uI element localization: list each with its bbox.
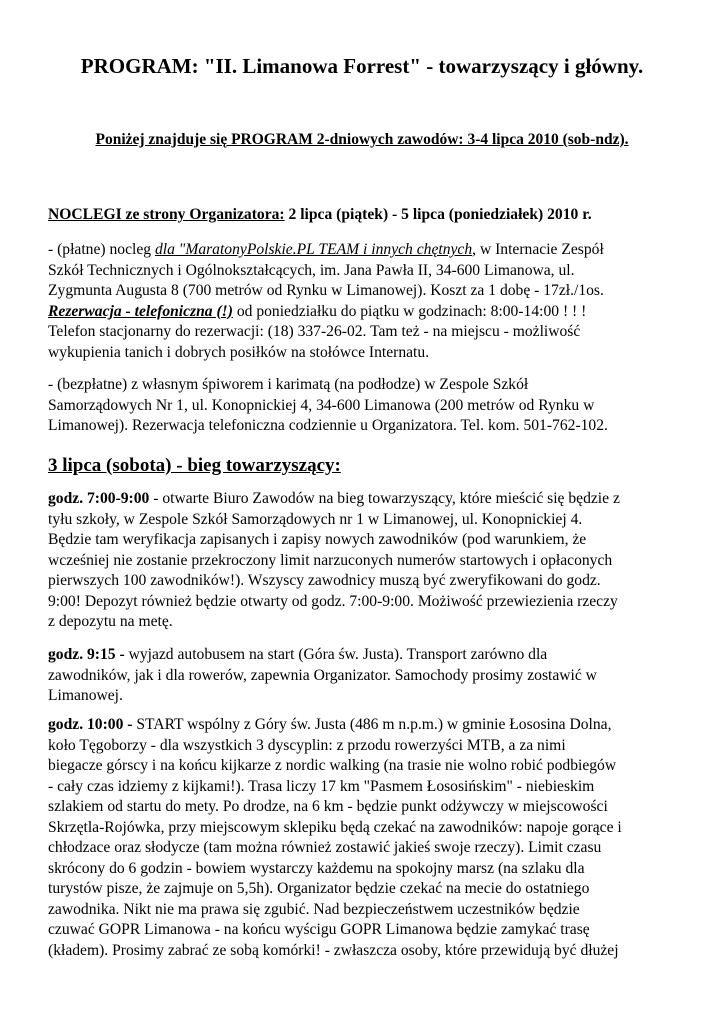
p2-text-3: Limanowej. bbox=[48, 687, 123, 704]
paid-text-4: od poniedziałku do piątku w godzinach: 8:00-14:00 ! ! ! bbox=[232, 302, 587, 320]
p2-text-2: zawodników, jak i dla rowerów, zapewnia Organizator. Samochody prosimy zostawić w bbox=[48, 666, 597, 684]
p3-text-1: START wspólny z Góry św. Justa (486 m n.p.m.) w gminie Łososina Dolna, bbox=[132, 716, 612, 733]
p3-text-12: (kładem). Prosimy zabrać ze sobą komórki! - zwłaszcza osoby, które przewidują być dłużej bbox=[48, 941, 619, 959]
paid-text-2: Szkół Technicznych i Ogólnokształcących, im. Jana Pawła II, 34-600 Limanowa, ul. bbox=[48, 261, 575, 279]
noclegi-heading bbox=[48, 205, 678, 226]
noclegi-heading-label: NOCLEGI ze strony Organizatora: bbox=[48, 206, 285, 223]
p3-text-5: szlakiem od startu do mety. Po drodze, na 6 km - będzie punkt odżywczy w miejscowości bbox=[48, 798, 608, 815]
schedule-0915-paragraph bbox=[48, 645, 678, 707]
reservation-phone-emphasis: Rezerwacja - telefoniczna (!) bbox=[48, 302, 233, 320]
p1-text-7: z depozytu na metę. bbox=[48, 613, 173, 630]
p1-text-3: Będzie tam weryfikacja zapisanych i zapisy nowych zawodników (pod warunkiem, że bbox=[48, 531, 587, 548]
section-heading-saturday: 3 lipca (sobota) - bieg towarzyszący: bbox=[48, 455, 341, 476]
p1-text-6: 9:00! Depozyt również będzie otwarty od godz. 7:00-9:00. Możiwość przewiezienia rzeczy bbox=[48, 592, 618, 610]
maratony-team-link[interactable]: dla "MaratonyPolskie.PL TEAM i innych chętnych bbox=[154, 241, 473, 258]
noclegi-heading-dates: 2 lipca (piątek) - 5 lipca (poniedziałek) 2010 r. bbox=[284, 206, 592, 223]
p3-text-3: biegacze górscy i na końcu kijkarze z nordic walking (na trasie nie wolno robić podbiegów bbox=[48, 757, 617, 774]
free-text-3: Limanowej). Rezerwacja telefoniczna codziennie u Organizatora. Tel. kom. 501-762-102. bbox=[48, 417, 608, 434]
p1-text-4: wcześniej nie zostanie przekroczony limit narzuconych numerów startowych i opłaconych bbox=[48, 551, 613, 569]
p3-text-10: zawodnika. Nikt nie ma prawa się zgubić. Nad bezpieczeństwem uczestników będzie bbox=[48, 900, 580, 918]
p1-text-5: pierwszych 100 zawodników!). Wszyscy zawodnicy muszą być zweryfikowani do godz. bbox=[48, 572, 601, 589]
p3-text-9: turystów pisze, że zajmuje on 5,5h). Organizator będzie czekać na mecie do ostatniego bbox=[48, 880, 590, 897]
paid-accommodation-paragraph bbox=[48, 240, 678, 363]
p3-text-11: czuwać GOPR Limanowa - na końcu wyścigu GOPR Limanowa będzie zamykać trasę bbox=[48, 921, 590, 938]
free-text-1: - (bezpłatne) z własnym śpiworem i karimatą (na podłodze) w Zespole Szkół bbox=[48, 376, 529, 393]
p2-text-1: wyjazd autobusem na start (Góra św. Justa). Transport zarówno dla bbox=[124, 646, 548, 663]
free-accommodation-paragraph bbox=[48, 375, 678, 437]
page-title: PROGRAM: "II. Limanowa Forrest" - towarzyszący i główny. bbox=[80, 54, 644, 78]
paid-text-6: wykupienia tanich i dobrych posiłków na stołówce Internatu. bbox=[48, 343, 430, 361]
p1-text-1: - otwarte Biuro Zawodów na bieg towarzyszący, które mieścić się będzie z bbox=[149, 490, 620, 507]
free-text-2: Samorządowych Nr 1, ul. Konopnickiej 4, 34-600 Limanowa (200 metrów od Rynku w bbox=[48, 396, 595, 414]
p3-text-7: chłodzace oraz słodycze (tam można również zostawić jakieś swoje rzeczy). Limit czasu bbox=[48, 839, 602, 856]
time-0700: godz. 7:00-9:00 bbox=[48, 490, 150, 507]
page-subtitle: Poniżej znajduje się PROGRAM 2-dniowych zawodów: 3-4 lipca 2010 (sob-ndz). bbox=[95, 131, 629, 148]
paid-text-3: Zygmunta Augusta 8 (700 metrów od Rynku w Limanowej). Koszt za 1 dobę - 17zł./1os. bbox=[48, 282, 604, 299]
time-1000: godz. 10:00 - bbox=[48, 716, 133, 733]
p1-text-2: tyłu szkoły, w Zespole Szkół Samorządowych nr 1 w Limanowej, ul. Konopnickiej 4. bbox=[48, 510, 583, 528]
paid-text-1b: , w Internacie Zespół bbox=[472, 241, 604, 258]
schedule-0700-paragraph bbox=[48, 489, 678, 633]
paid-text-5: Telefon stacjonarny do rezerwacji: (18) 337-26-02. Tam też - na miejscu - możliwość bbox=[48, 323, 581, 340]
paid-text-1a: - (płatne) nocleg bbox=[48, 241, 155, 258]
time-0915: godz. 9:15 - bbox=[48, 646, 125, 663]
schedule-1000-paragraph bbox=[48, 715, 678, 961]
p3-text-2: koło Tęgoborzy - dla wszystkich 3 dyscyplin: z przodu rowerzyści MTB, a za nimi bbox=[48, 736, 566, 754]
p3-text-4: - cały czas idziemy z kijkami!). Trasa liczy 17 km "Pasmem Łososińskim" - niebieskim bbox=[48, 777, 595, 795]
p3-text-8: skrócony do 6 godzin - bowiem wystarczy każdemu na spokojny marsz (na szlaku dla bbox=[48, 859, 585, 877]
p3-text-6: Skrzętla-Rojówka, przy miejscowym sklepiku będą czekać na zawodników: napoje gorące i bbox=[48, 818, 622, 836]
